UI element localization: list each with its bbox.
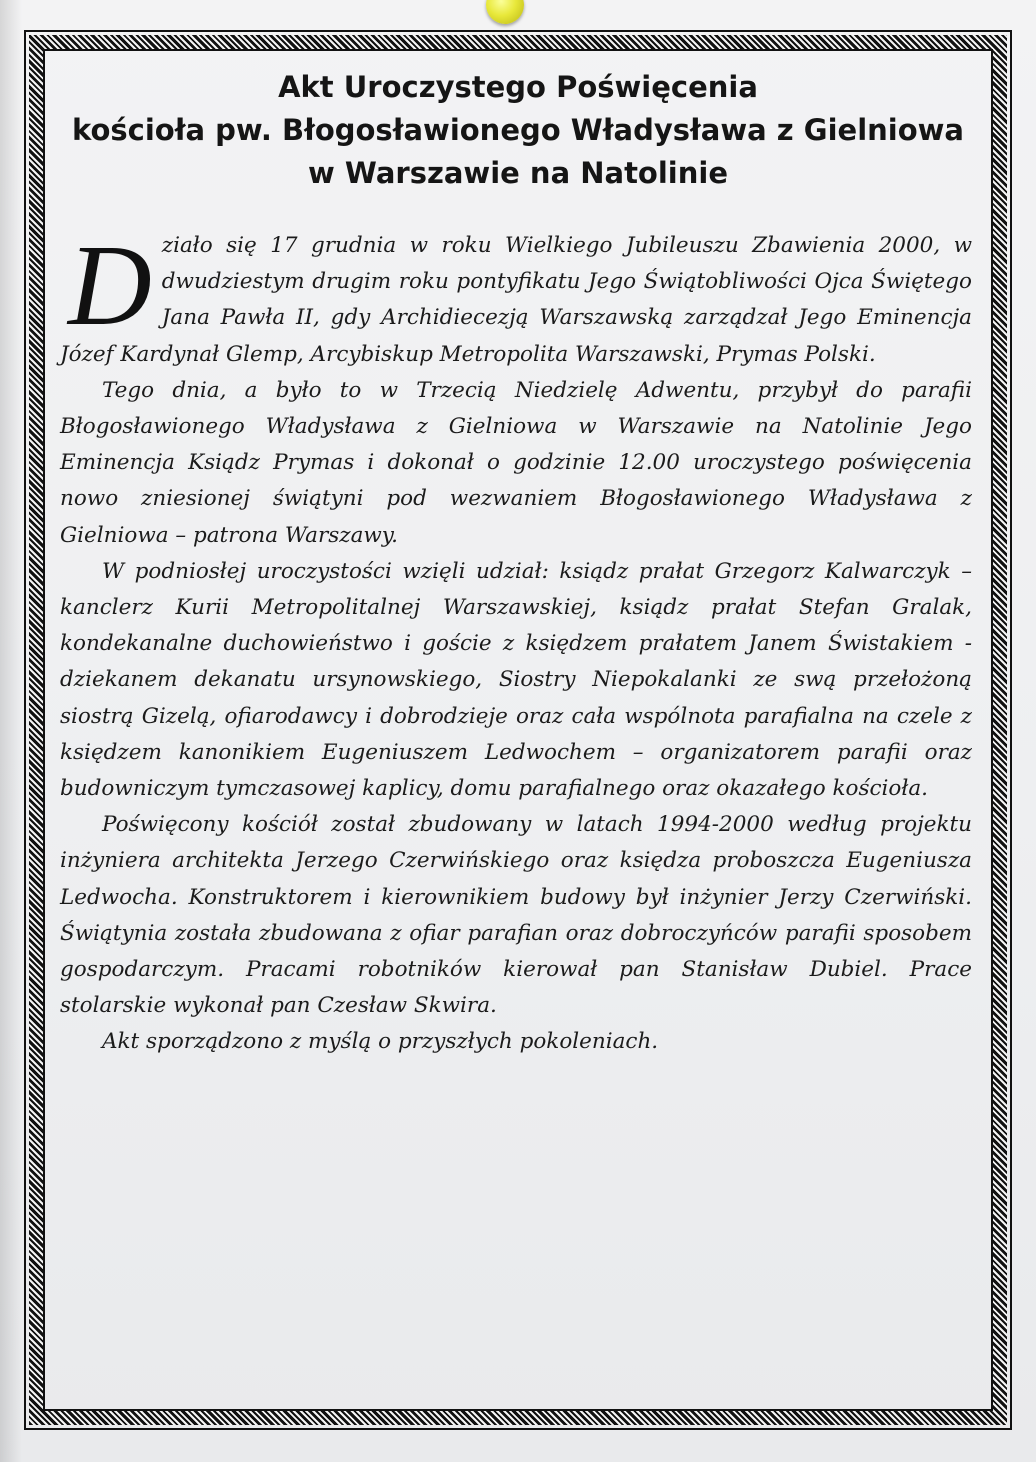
paragraph-3: W podniosłej uroczystości wzięli udział: ksiądz prałat Grzegorz Kalwarczyk – kanclerz Kurii Metropolitalnej Warszawskiej, ksiądz prałat Stefan Gralak, kondekanalne duchowieństwo i goście z księdzem prałatem Janem Świstakiem - dziekanem dekanatu ursynowskiego, Siostry Niepokalanki ze swą przełożoną siostrą Gizelą, ofiarodawcy i dobrodzieje oraz cała wspólnota parafialna na czele z księdzem kanonikiem Eugeniuszem Ledwochem – organizatorem parafii oraz budowniczym tymczasowej kaplicy, domu parafialnego oraz okazałego kościoła. — [60, 558, 972, 802]
paragraph-1 — [60, 222, 972, 373]
document-title — [40, 66, 996, 195]
title-line-1: Akt Uroczystego Poświęcenia — [278, 70, 758, 104]
paragraph-1-text: ziało się 17 grudnia w roku Wielkiego Jubileuszu Zbawienia 2000, w dwudziestym drugim roku pontyfikatu Jego Świątobliwości Ojca Świętego Jana Pawła II, gdy Archidiecezją Warszawską zarządzał Jego Eminencja Józef Kardynał Glemp, Arcybiskup Metropolita Warszawski, Prymas Polski. — [60, 233, 972, 367]
pushpin-icon — [486, 0, 524, 24]
paragraph-4: Poświęcony kościół został zbudowany w latach 1994-2000 według projektu inżyniera architekta Jerzego Czerwińskiego oraz księdza proboszcza Eugeniusza Ledwocha. Konstruktorem i kierownikiem budowy był inżynier Jerzy Czerwiński. Świątynia została zbudowana z ofiar parafian oraz dobroczyńców parafii sposobem gospodarczym. Pracami robotników kierował pan Stanisław Dubiel. Prace stolarskie wykonał pan Czesław Skwira. — [60, 812, 972, 1019]
title-line-2: kościoła pw. Błogosławionego Władysława z Gielniowa — [71, 113, 965, 147]
document-body — [60, 222, 972, 1061]
paragraph-5: Akt sporządzono z myślą o przyszłych pokoleniach. — [102, 1029, 659, 1055]
title-line-3: w Warszawie na Natolinie — [308, 156, 728, 190]
paper-shadow — [0, 0, 22, 1462]
paragraph-2: Tego dnia, a było to w Trzecią Niedzielę Adwentu, przybył do parafii Błogosławionego Władysława z Gielniowa w Warszawie na Natolinie Jego Eminencja Ksiądz Prymas i dokonał o godzinie 12.00 uroczystego poświęcenia nowo zniesionej świątyni pod wezwaniem Błogosławionego Władysława z Gielniowa – patrona Warszawy. — [60, 377, 972, 548]
drop-cap: D — [68, 222, 152, 350]
